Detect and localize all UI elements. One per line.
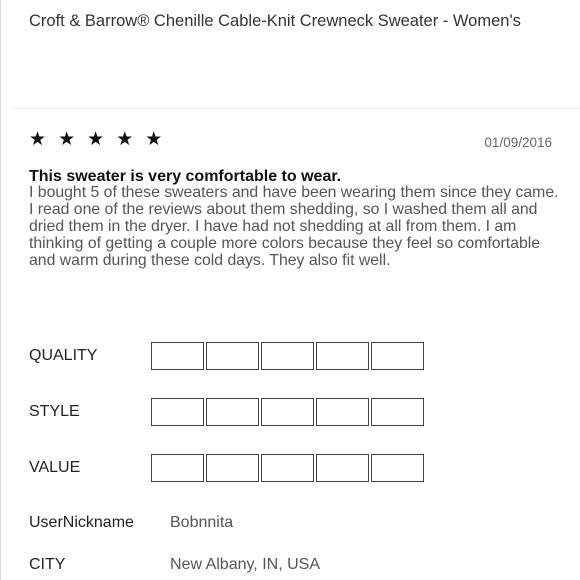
rating-scale-quality [151, 342, 426, 370]
rating-box-quality-3 [261, 342, 314, 370]
rating-box-value-2 [206, 454, 259, 482]
review-body: I bought 5 of these sweaters and have been wearing them since they came. I read one of the reviews about them shedding, so I washed them all and dried them in the dryer. I have had not shedding at all from them. I am thinking of getting a couple more colors because they feel so comfortable and warm during these cold days. They also fit well. [29, 184, 559, 269]
nickname-label: UserNickname [29, 514, 134, 531]
rating-row-value [29, 454, 426, 482]
rating-box-style-4 [316, 398, 369, 426]
product-title[interactable]: Croft & Barrow® Chenille Cable-Knit Crewneck Sweater - Women's [29, 12, 521, 30]
rating-row-quality [29, 342, 426, 370]
rating-scale-style [151, 398, 426, 426]
field-row-nickname [29, 514, 233, 532]
rating-label-value: VALUE [29, 459, 81, 476]
city-value: New Albany, IN, USA [170, 556, 320, 573]
rating-box-value-3 [261, 454, 314, 482]
rating-box-quality-5 [371, 342, 424, 370]
star-rating: ★ ★ ★ ★ ★ [29, 128, 166, 150]
rating-scale-value [151, 454, 426, 482]
rating-box-style-5 [371, 398, 424, 426]
section-divider [13, 108, 580, 109]
rating-box-style-3 [261, 398, 314, 426]
city-label: CITY [29, 556, 66, 573]
review-date: 01/09/2016 [484, 135, 552, 150]
rating-box-quality-4 [316, 342, 369, 370]
nickname-value: Bobnnita [170, 514, 234, 531]
rating-label-style: STYLE [29, 403, 80, 420]
rating-box-style-1 [151, 398, 204, 426]
rating-box-quality-1 [151, 342, 204, 370]
rating-box-style-2 [206, 398, 259, 426]
field-row-city [29, 556, 320, 574]
review-headline: This sweater is very comfortable to wear. [29, 168, 342, 185]
rating-row-style [29, 398, 426, 426]
rating-box-value-4 [316, 454, 369, 482]
rating-box-value-5 [371, 454, 424, 482]
rating-box-quality-2 [206, 342, 259, 370]
rating-label-quality: QUALITY [29, 347, 98, 364]
rating-box-value-1 [151, 454, 204, 482]
